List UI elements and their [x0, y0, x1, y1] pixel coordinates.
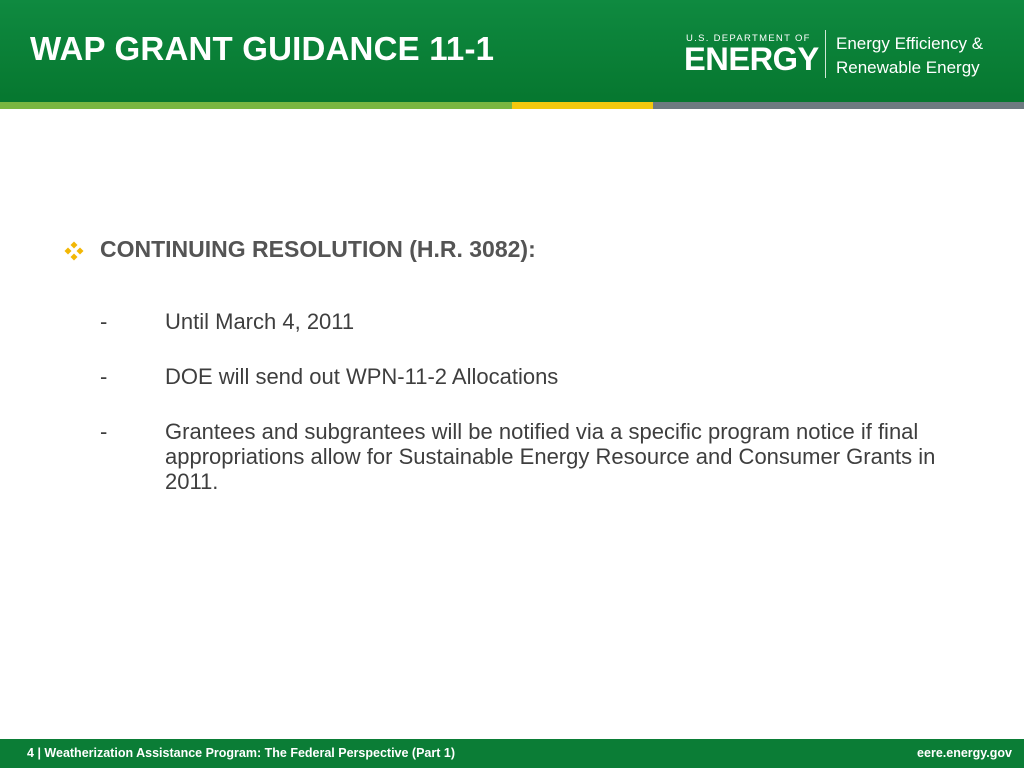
accent-stripe-yellow [512, 102, 653, 109]
website-link[interactable]: eere.energy.gov [917, 746, 1012, 760]
accent-stripe-green [0, 102, 512, 109]
page-number: 4 [27, 746, 34, 760]
slide-title: WAP GRANT GUIDANCE 11-1 [30, 30, 495, 67]
logo-divider [825, 30, 826, 78]
list-item-text: DOE will send out WPN-11-2 Allocations [165, 364, 559, 389]
list-item-text: Grantees and subgrantees will be notified via a specific program notice if final appropriations allow for Sustainable Energy Resource and Consumer Grants in 2011. [165, 419, 936, 494]
list-item-text: Until March 4, 2011 [165, 309, 355, 334]
footer-caption [27, 746, 455, 760]
program-name: Weatherization Assistance Program: The Federal Perspective (Part 1) [44, 746, 455, 760]
logo-office-line-2: Renewable Energy [836, 58, 980, 77]
footer-bar [0, 739, 1024, 768]
heading-text: CONTINUING RESOLUTION (H.R. 3082): [100, 236, 536, 262]
list-item-dash: - [100, 309, 108, 334]
list-item-dash: - [100, 419, 108, 444]
logo-office-text [836, 32, 983, 80]
logo-energy-text: ENERGY [684, 41, 819, 77]
footer-separator: | [37, 746, 41, 760]
accent-stripe-gray [653, 102, 1024, 109]
logo-department-text: U.S. DEPARTMENT OF [686, 33, 811, 44]
diamond-bullet-icon [64, 241, 84, 261]
header-bar [0, 0, 1024, 102]
list-item-dash: - [100, 364, 108, 389]
logo-office-line-1: Energy Efficiency & [836, 34, 984, 53]
